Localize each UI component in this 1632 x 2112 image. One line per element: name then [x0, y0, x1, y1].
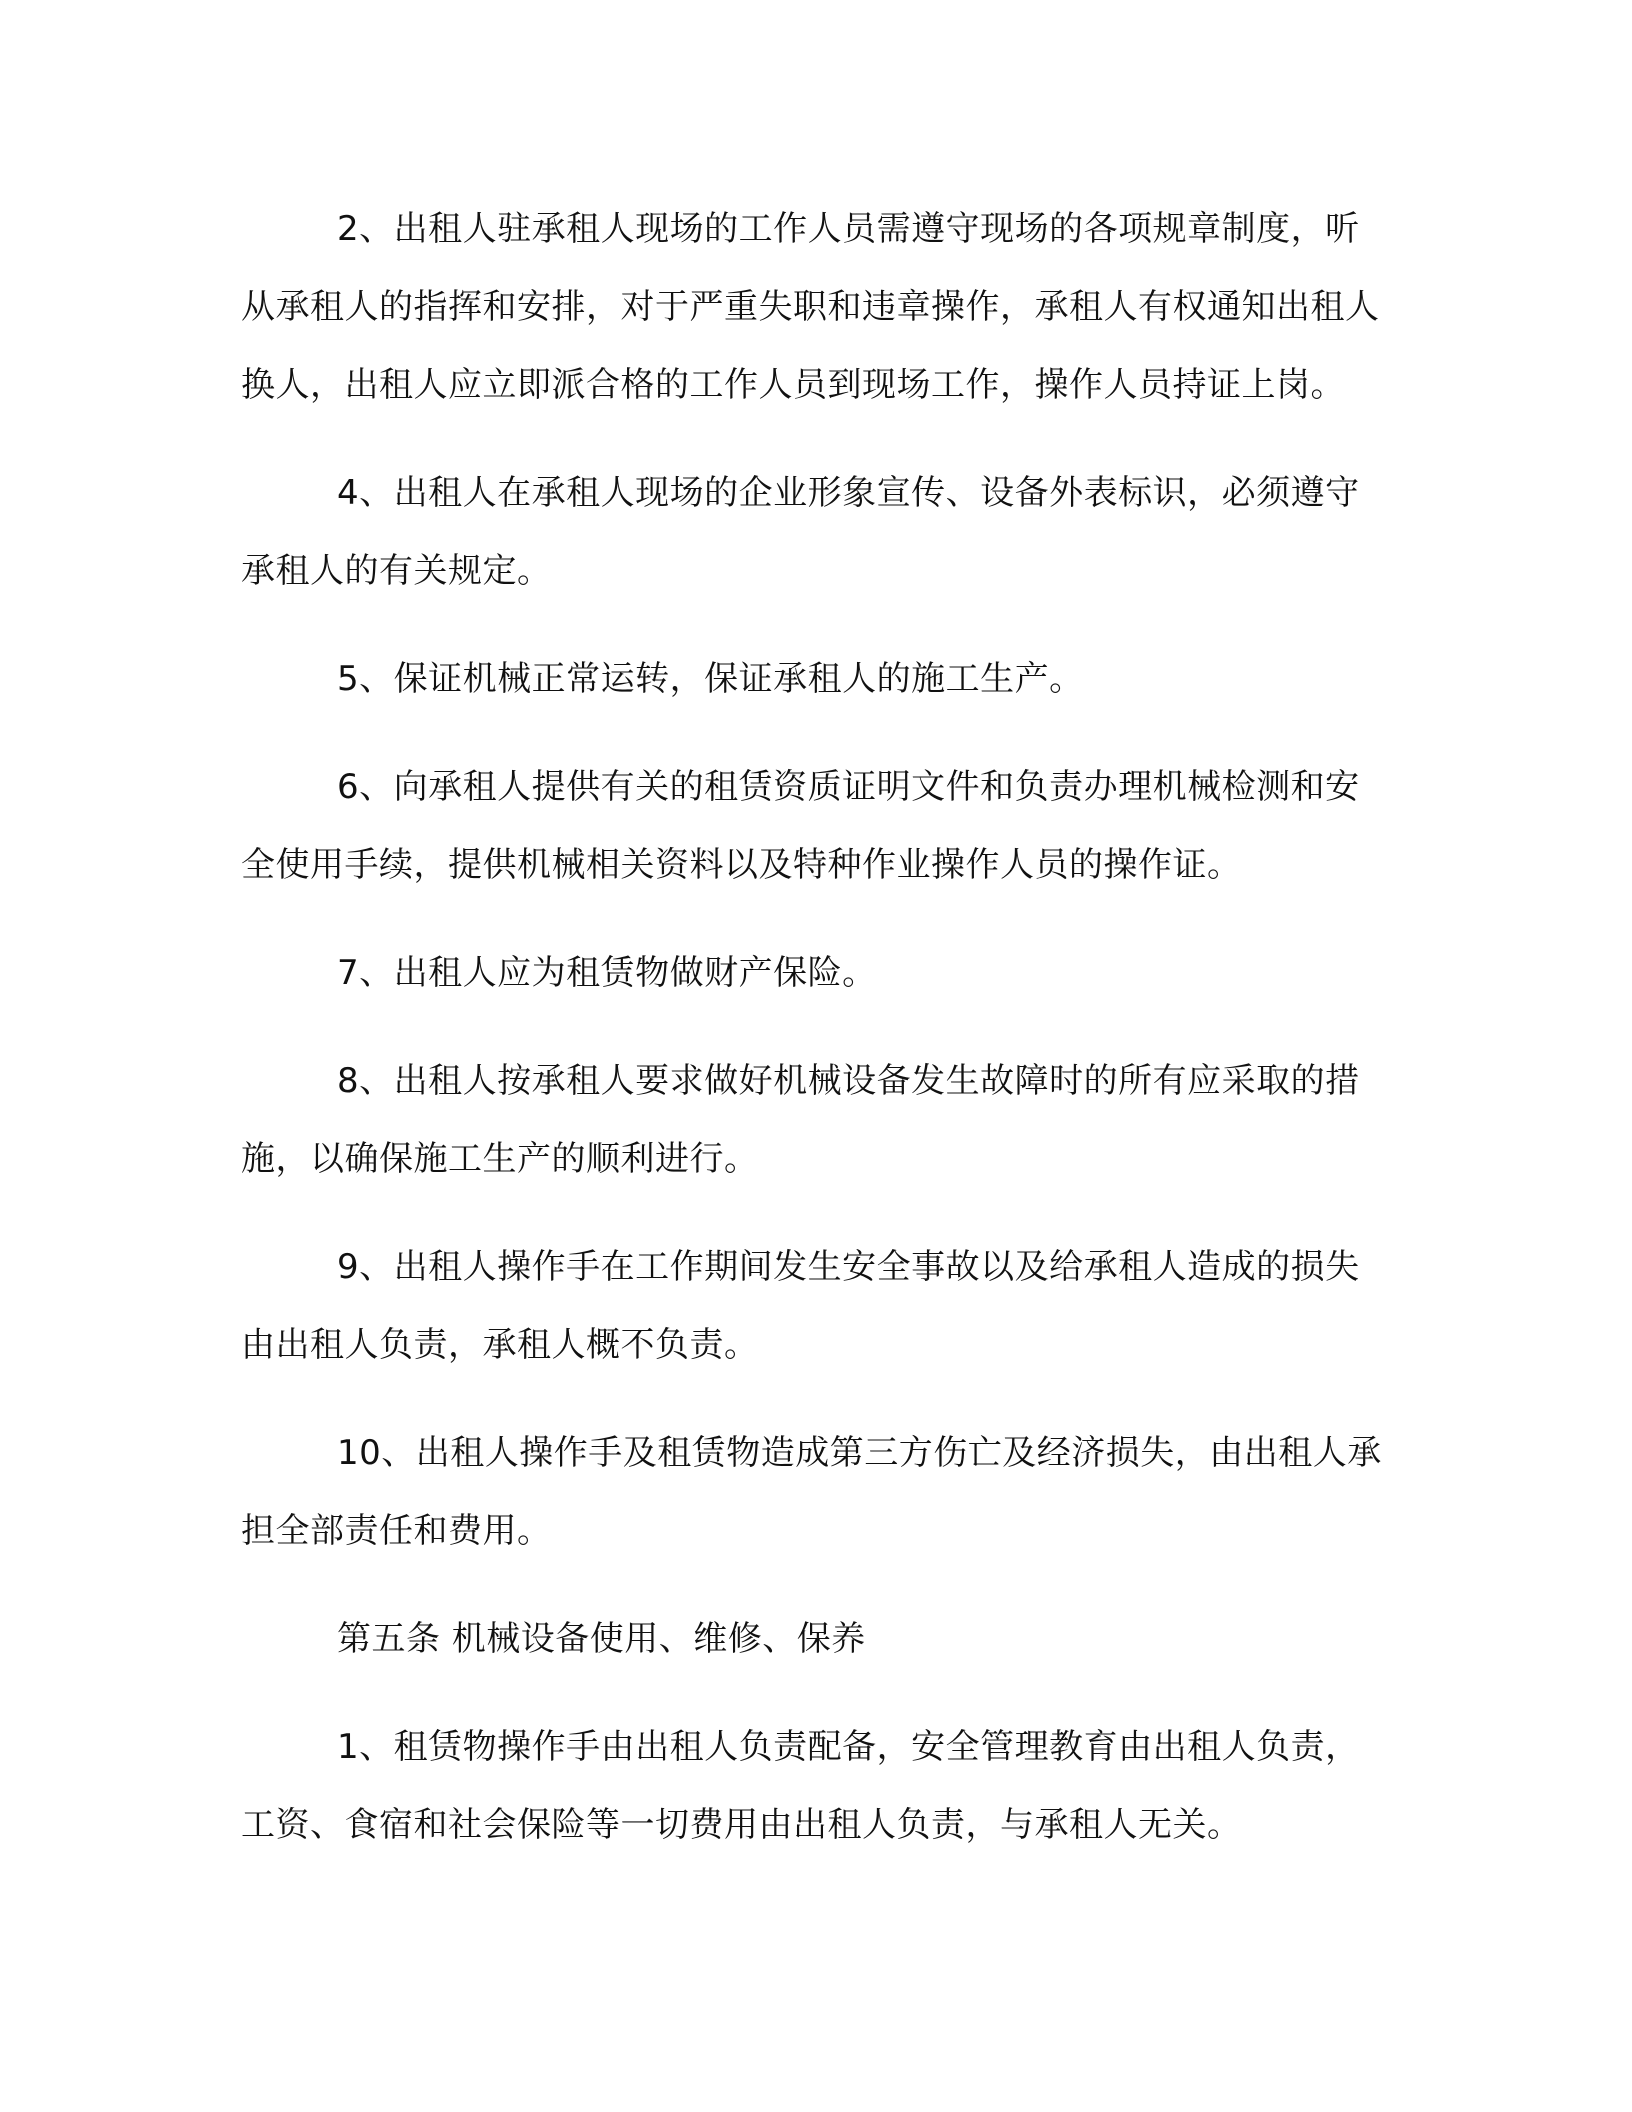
clause-paragraph: 8、出租人按承租人要求做好机械设备发生故障时的所有应采取的措施，以确保施工生产的顺利进行。 — [241, 1061, 1360, 1179]
clause-paragraph: 1、租赁物操作手由出租人负责配备，安全管理教育由出租人负责，工资、食宿和社会保险等一切费用由出租人负责，与承租人无关。 — [241, 1727, 1360, 1845]
clause-paragraph: 7、出租人应为租赁物做财产保险。 — [337, 953, 877, 993]
clause-paragraph: 5、保证机械正常运转，保证承租人的施工生产。 — [337, 659, 1084, 699]
clause-paragraph: 9、出租人操作手在工作期间发生安全事故以及给承租人造成的损失由出租人负责，承租人概不负责。 — [241, 1247, 1360, 1365]
clause-paragraph: 10、出租人操作手及租赁物造成第三方伤亡及经济损失，由出租人承担全部责任和费用。 — [241, 1433, 1382, 1551]
section-heading: 第五条 机械设备使用、维修、保养 — [337, 1619, 866, 1659]
clause-paragraph: 2、出租人驻承租人现场的工作人员需遵守现场的各项规章制度，听从承租人的指挥和安排，对于严重失职和违章操作，承租人有权通知出租人换人，出租人应立即派合格的工作人员到现场工作，操作人员持证上岗。 — [241, 209, 1380, 405]
document-body — [241, 190, 1386, 1894]
clause-paragraph: 4、出租人在承租人现场的企业形象宣传、设备外表标识，必须遵守承租人的有关规定。 — [241, 473, 1360, 591]
clause-paragraph: 6、向承租人提供有关的租赁资质证明文件和负责办理机械检测和安全使用手续，提供机械相关资料以及特种作业操作人员的操作证。 — [241, 767, 1360, 885]
